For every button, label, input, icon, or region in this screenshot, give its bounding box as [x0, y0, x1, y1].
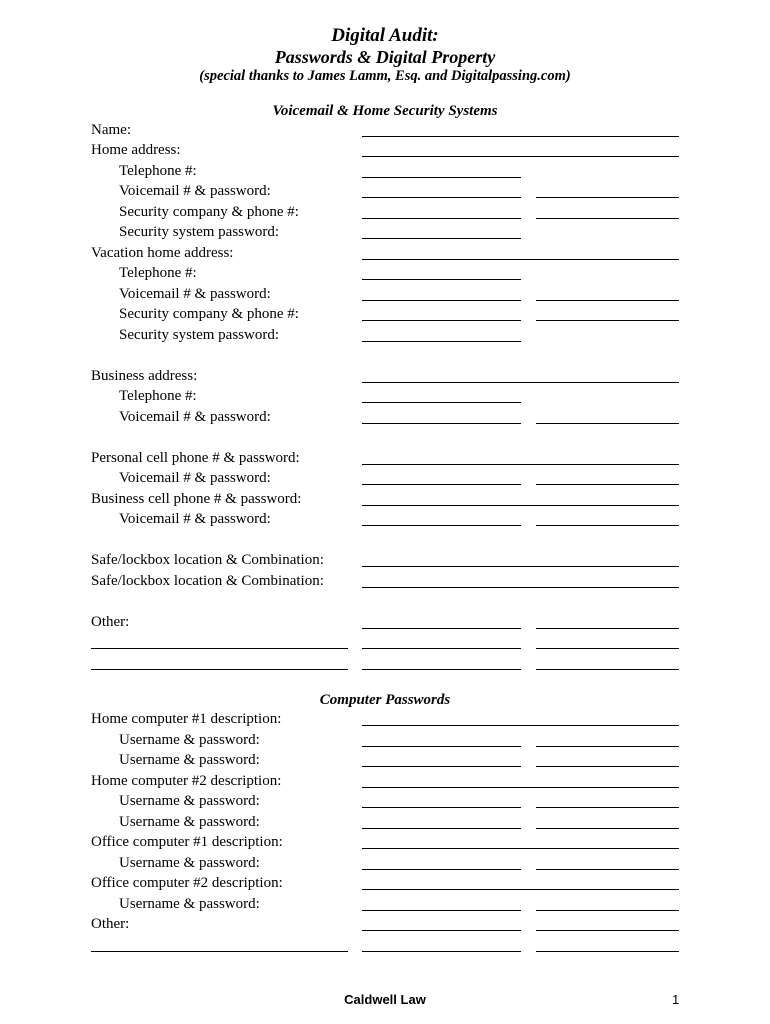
field-label: Voicemail # & password:	[119, 286, 271, 302]
field-label: Office computer #1 description:	[91, 834, 283, 850]
form-row	[0, 613, 770, 633]
field-label: Home computer #2 description:	[91, 773, 282, 789]
form-row	[0, 203, 770, 223]
form-row	[0, 813, 770, 833]
answer-line[interactable]	[362, 197, 521, 198]
answer-line[interactable]	[362, 930, 521, 931]
answer-line[interactable]	[362, 136, 679, 137]
field-label: Username & password:	[119, 814, 260, 830]
answer-line[interactable]	[536, 930, 679, 931]
field-label: Telephone #:	[119, 388, 197, 404]
form-row	[0, 367, 770, 387]
answer-line[interactable]	[362, 725, 679, 726]
answer-line[interactable]	[91, 951, 348, 952]
answer-line[interactable]	[362, 628, 521, 629]
answer-line[interactable]	[362, 648, 521, 649]
answer-line[interactable]	[362, 889, 679, 890]
field-label: Personal cell phone # & password:	[91, 450, 300, 466]
form-row	[0, 244, 770, 264]
field-label: Office computer #2 description:	[91, 875, 283, 891]
answer-line[interactable]	[91, 648, 348, 649]
answer-line[interactable]	[362, 218, 521, 219]
answer-line[interactable]	[536, 218, 679, 219]
answer-line[interactable]	[536, 320, 679, 321]
field-label: Voicemail # & password:	[119, 470, 271, 486]
answer-line[interactable]	[362, 279, 521, 280]
answer-line[interactable]	[362, 566, 679, 567]
field-label: Username & password:	[119, 732, 260, 748]
form-row	[0, 285, 770, 305]
answer-line[interactable]	[362, 300, 521, 301]
answer-line[interactable]	[536, 951, 679, 952]
form-row	[0, 710, 770, 730]
answer-line[interactable]	[362, 910, 521, 911]
answer-line[interactable]	[362, 382, 679, 383]
form-row	[0, 162, 770, 182]
document-title: Digital Audit:	[331, 25, 439, 46]
field-label: Vacation home address:	[91, 245, 234, 261]
field-label: Telephone #:	[119, 265, 197, 281]
form-row	[0, 223, 770, 243]
form-row	[0, 731, 770, 751]
answer-line[interactable]	[536, 766, 679, 767]
answer-line[interactable]	[536, 423, 679, 424]
field-label: Business cell phone # & password:	[91, 491, 302, 507]
answer-line[interactable]	[536, 628, 679, 629]
field-label: Home computer #1 description:	[91, 711, 282, 727]
form-row	[0, 792, 770, 812]
field-label: Other:	[91, 614, 130, 630]
answer-line[interactable]	[362, 259, 679, 260]
form-row	[0, 915, 770, 935]
field-label: Name:	[91, 122, 131, 138]
answer-line[interactable]	[362, 787, 679, 788]
form-row	[0, 772, 770, 792]
field-label: Business address:	[91, 368, 198, 384]
document-subtitle: Passwords & Digital Property	[274, 47, 496, 67]
answer-line[interactable]	[536, 484, 679, 485]
field-label: Voicemail # & password:	[119, 183, 271, 199]
field-label: Security company & phone #:	[119, 204, 299, 220]
form-row	[0, 490, 770, 510]
answer-line[interactable]	[536, 910, 679, 911]
field-label: Voicemail # & password:	[119, 409, 271, 425]
answer-line[interactable]	[362, 807, 521, 808]
form-row	[0, 551, 770, 571]
field-label: Safe/lockbox location & Combination:	[91, 573, 324, 589]
answer-line[interactable]	[362, 156, 679, 157]
answer-line[interactable]	[362, 505, 679, 506]
form-row	[0, 469, 770, 489]
answer-line[interactable]	[362, 423, 521, 424]
answer-line[interactable]	[362, 746, 521, 747]
form-row	[0, 264, 770, 284]
answer-line[interactable]	[536, 746, 679, 747]
form-row	[0, 510, 770, 530]
form-row	[0, 387, 770, 407]
field-label: Username & password:	[119, 855, 260, 871]
answer-line[interactable]	[91, 669, 348, 670]
form-row	[0, 326, 770, 346]
field-label: Home address:	[91, 142, 181, 158]
field-label: Username & password:	[119, 752, 260, 768]
answer-line[interactable]	[362, 848, 679, 849]
answer-line[interactable]	[362, 669, 521, 670]
form-row	[0, 141, 770, 161]
answer-line[interactable]	[536, 869, 679, 870]
answer-line[interactable]	[362, 464, 679, 465]
answer-line[interactable]	[362, 828, 521, 829]
form-row	[0, 182, 770, 202]
form-row	[0, 895, 770, 915]
field-label: Username & password:	[119, 793, 260, 809]
form-row	[0, 833, 770, 853]
form-row	[0, 449, 770, 469]
form-row	[0, 936, 770, 956]
form-row	[0, 874, 770, 894]
section-voicemail-security: Voicemail & Home Security Systems	[272, 103, 498, 119]
answer-line[interactable]	[536, 300, 679, 301]
field-label: Security company & phone #:	[119, 306, 299, 322]
footer-firm-name: Caldwell Law	[344, 992, 426, 1007]
answer-line[interactable]	[362, 951, 521, 952]
answer-line[interactable]	[362, 238, 521, 239]
field-label: Security system password:	[119, 327, 279, 343]
form-row	[0, 854, 770, 874]
form-row	[0, 751, 770, 771]
section-computer-passwords: Computer Passwords	[319, 692, 451, 708]
field-label: Voicemail # & password:	[119, 511, 271, 527]
answer-line[interactable]	[536, 525, 679, 526]
answer-line[interactable]	[362, 402, 521, 403]
answer-line[interactable]	[536, 197, 679, 198]
answer-line[interactable]	[536, 828, 679, 829]
answer-line[interactable]	[362, 869, 521, 870]
answer-line[interactable]	[362, 341, 521, 342]
answer-line[interactable]	[536, 669, 679, 670]
field-label: Other:	[91, 916, 130, 932]
form-row	[0, 654, 770, 674]
answer-line[interactable]	[362, 320, 521, 321]
form-row	[0, 572, 770, 592]
answer-line[interactable]	[536, 807, 679, 808]
form-row	[0, 408, 770, 428]
answer-line[interactable]	[362, 484, 521, 485]
field-label: Safe/lockbox location & Combination:	[91, 552, 324, 568]
form-row	[0, 121, 770, 141]
answer-line[interactable]	[536, 648, 679, 649]
field-label: Security system password:	[119, 224, 279, 240]
answer-line[interactable]	[362, 766, 521, 767]
form-row	[0, 305, 770, 325]
form-row	[0, 633, 770, 653]
page-number: 1	[672, 992, 680, 1007]
answer-line[interactable]	[362, 587, 679, 588]
answer-line[interactable]	[362, 525, 521, 526]
field-label: Username & password:	[119, 896, 260, 912]
field-label: Telephone #:	[119, 163, 197, 179]
answer-line[interactable]	[362, 177, 521, 178]
acknowledgement: (special thanks to James Lamm, Esq. and Digitalpassing.com)	[199, 68, 571, 84]
